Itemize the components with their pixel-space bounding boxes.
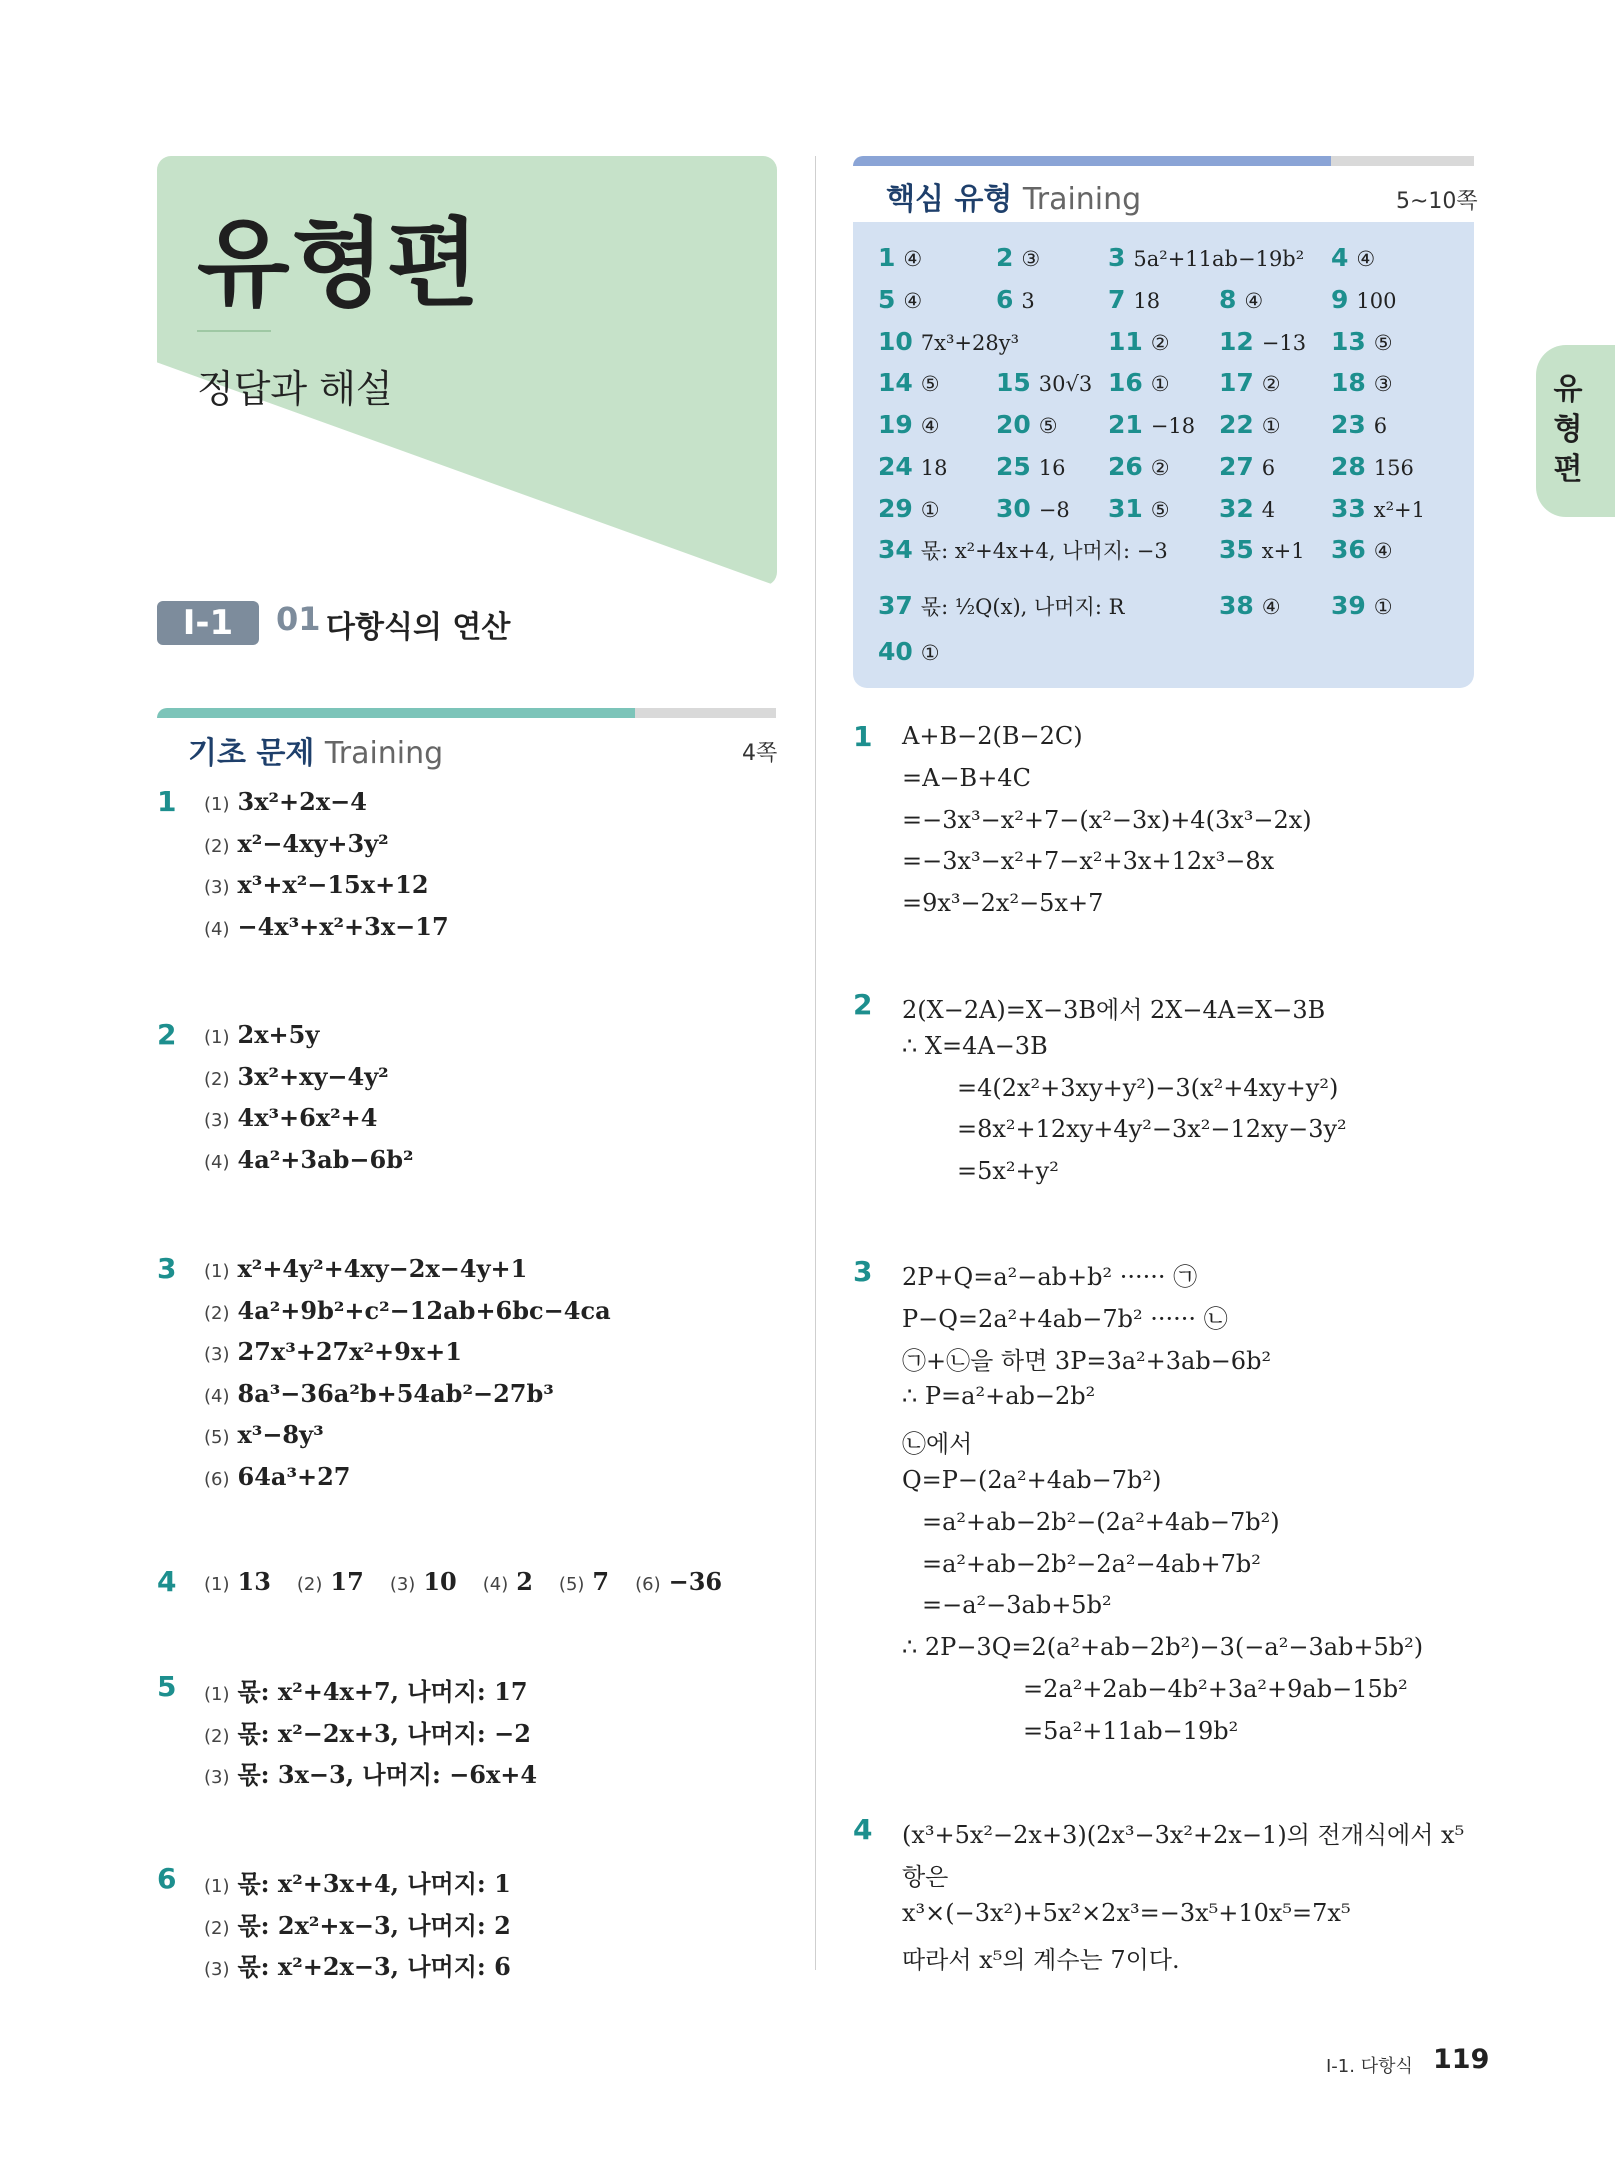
core-training-bar-end <box>1331 156 1474 166</box>
sub-label: (2) <box>204 1302 230 1324</box>
solution-line: =a²+ab−2b²−(2a²+4ab−7b²) <box>922 1507 1280 1536</box>
answer-value: ④ <box>1356 247 1376 271</box>
sub-answer: 2 <box>516 1567 533 1596</box>
sub-answer: 3x²+2x−4 <box>237 787 367 816</box>
answer-number: 14 <box>878 368 913 397</box>
solution-line: ㉠+㉡을 하면 3P=3a²+3ab−6b² <box>902 1346 1272 1375</box>
answer-item <box>996 494 1070 523</box>
answer-number: 25 <box>996 452 1031 481</box>
answer-value: ③ <box>1021 247 1041 271</box>
sub-label: (3) <box>204 1767 230 1788</box>
column-divider <box>815 156 816 1970</box>
sub-label: (1) <box>204 1261 230 1282</box>
solution-line: ∴ 2P−3Q=2(a²+ab−2b²)−3(−a²−3ab+5b²) <box>902 1633 1424 1662</box>
sub-label: (1) <box>204 1574 230 1595</box>
answer-number: 4 <box>1331 243 1349 272</box>
answer-item <box>1219 494 1275 523</box>
answer-number: 37 <box>878 591 913 620</box>
solution-line: =a²+ab−2b²−2a²−4ab+7b² <box>922 1549 1261 1578</box>
answer-item <box>1108 368 1170 397</box>
sub-answer: 3x²+xy−4y² <box>237 1061 389 1091</box>
sub-label: (2) <box>204 1068 230 1090</box>
answer-item <box>1108 452 1170 481</box>
problem-answer-line <box>204 1420 324 1449</box>
page-title: 유형편 <box>197 208 482 320</box>
answer-item <box>996 410 1058 439</box>
problem-answer-line <box>204 1714 531 1749</box>
problem-answer-line <box>204 1020 319 1049</box>
answer-value: −18 <box>1150 414 1196 438</box>
answer-item <box>1219 368 1281 397</box>
sub-answer: 4a²+3ab−6b² <box>237 1144 414 1174</box>
answer-value: 18 <box>920 456 948 480</box>
sub-label: (4) <box>204 918 230 940</box>
problem-answer-line <box>204 1296 611 1325</box>
sub-answer: x²+4y²+4xy−2x−4y+1 <box>237 1254 528 1283</box>
problem-number: 3 <box>157 1252 177 1285</box>
solution-line: 따라서 x⁵의 계수는 7이다. <box>902 1946 1180 1975</box>
problem-number: 1 <box>157 785 177 818</box>
sub-answer: 7 <box>592 1567 610 1596</box>
answer-number: 6 <box>996 285 1014 314</box>
answer-value: ② <box>1261 372 1281 396</box>
sub-label: (1) <box>204 1876 230 1897</box>
solution-line: =A−B+4C <box>902 763 1031 792</box>
sub-answer: 몫: x²+3x+4, 나머지: 1 <box>237 1869 511 1898</box>
solution-line: =5x²+y² <box>957 1157 1059 1186</box>
answer-value: ① <box>920 498 940 522</box>
answer-number: 21 <box>1108 410 1143 439</box>
solution-line: =4(2x²+3xy+y²)−3(x²+4xy+y²) <box>957 1073 1339 1102</box>
answer-value: ④ <box>1244 289 1264 313</box>
page-subtitle: 정답과 해설 <box>197 367 393 411</box>
solution-line: =−3x³−x²+7−(x²−3x)+4(3x³−2x) <box>902 805 1312 834</box>
answer-value: ⑤ <box>1373 331 1393 355</box>
answer-number: 34 <box>878 535 913 564</box>
answer-value: ② <box>1150 331 1170 355</box>
answer-value: ⑤ <box>920 372 940 396</box>
answer-value: ④ <box>903 247 923 271</box>
answer-number: 7 <box>1108 285 1126 314</box>
sub-answer: 10 <box>423 1567 457 1596</box>
answer-number: 9 <box>1331 285 1349 314</box>
problem-number: 2 <box>157 1018 177 1051</box>
basic-training-title <box>188 728 443 772</box>
core-training-page-ref: 5~10쪽 <box>1396 189 1478 214</box>
solution-line: =−3x³−x²+7−x²+3x+12x³−8x <box>902 847 1275 876</box>
answer-item <box>1219 327 1306 356</box>
answer-number: 18 <box>1331 368 1366 397</box>
answer-number: 35 <box>1219 535 1254 564</box>
sub-label: (6) <box>204 1468 230 1490</box>
answer-value: 100 <box>1356 289 1397 313</box>
sub-answer: 13 <box>237 1567 271 1596</box>
answer-number: 2 <box>996 243 1014 272</box>
answer-item <box>1219 452 1275 481</box>
answer-number: 36 <box>1331 535 1366 564</box>
problem-number: 4 <box>157 1565 177 1598</box>
answer-value: 156 <box>1373 456 1414 480</box>
problem-answer-line <box>204 1672 528 1707</box>
solution-number: 3 <box>853 1255 873 1288</box>
solution-line: ∴ P=a²+ab−2b² <box>902 1382 1096 1411</box>
answer-number: 13 <box>1331 327 1366 356</box>
sub-label: (1) <box>204 1027 230 1048</box>
core-training-title <box>886 174 1141 218</box>
solution-line: (x³+5x²−2x+3)(2x³−3x²+2x−1)의 전개식에서 x⁵ <box>902 1821 1465 1849</box>
answer-value: x²+1 <box>1373 498 1426 522</box>
answer-value: 몫: x²+4x+4, 나머지: −3 <box>920 539 1168 563</box>
answer-value: 몫: ½Q(x), 나머지: R <box>920 595 1125 619</box>
problem-answer-line <box>204 1379 554 1408</box>
problem-answer-line <box>204 870 429 899</box>
sub-answer: 4x³+6x²+4 <box>237 1103 378 1132</box>
answer-value: ⑤ <box>1038 414 1058 438</box>
answer-value: 5a²+11ab−19b² <box>1133 247 1305 271</box>
answer-number: 22 <box>1219 410 1254 439</box>
answer-value: 4 <box>1261 498 1276 522</box>
answer-number: 28 <box>1331 452 1366 481</box>
answer-item <box>996 368 1092 397</box>
answer-number: 31 <box>1108 494 1143 523</box>
answer-number: 20 <box>996 410 1031 439</box>
answer-item <box>1331 243 1375 272</box>
answer-value: 7x³+28y³ <box>920 331 1020 355</box>
answer-number: 29 <box>878 494 913 523</box>
answer-item <box>878 452 948 481</box>
answer-number: 17 <box>1219 368 1254 397</box>
solution-line: 2(X−2A)=X−3B에서 2X−4A=X−3B <box>902 996 1326 1024</box>
answer-item <box>878 637 940 666</box>
answer-item <box>878 410 940 439</box>
sub-answer: 64a³+27 <box>237 1461 351 1491</box>
sub-label: (5) <box>204 1427 230 1448</box>
answer-value: ① <box>920 641 940 665</box>
answer-value: ④ <box>1261 595 1281 619</box>
sub-answer: 몫: x²+2x−3, 나머지: 6 <box>237 1952 511 1981</box>
solution-number: 2 <box>853 988 873 1021</box>
sub-label: (3) <box>204 1959 230 1980</box>
sub-answer: 4a²+9b²+c²−12ab+6bc−4ca <box>237 1295 611 1325</box>
section-badge: Ⅰ-1 <box>157 601 259 645</box>
sub-label: (2) <box>296 1574 323 1595</box>
solution-line: =−a²−3ab+5b² <box>922 1591 1112 1620</box>
answer-item <box>1331 327 1393 356</box>
problem-answer-line <box>204 1906 511 1941</box>
sub-label: (2) <box>204 835 230 857</box>
sub-label: (2) <box>204 1725 230 1747</box>
solution-line: =2a²+2ab−4b²+3a²+9ab−15b² <box>1023 1675 1408 1703</box>
answer-number: 12 <box>1219 327 1254 356</box>
sub-answer: 17 <box>330 1567 364 1596</box>
basic-training-title-en: Training <box>324 736 444 771</box>
answer-number: 26 <box>1108 452 1143 481</box>
answer-value: 6 <box>1261 456 1276 480</box>
answer-item <box>1219 591 1281 620</box>
sub-label: (6) <box>635 1574 661 1595</box>
solution-line: 2P+Q=a²−ab+b² ······ ㉠ <box>902 1263 1198 1291</box>
answer-value: 16 <box>1038 456 1066 480</box>
answer-value: ③ <box>1373 372 1393 396</box>
basic-training-page-ref: 4쪽 <box>742 741 778 766</box>
problem-answer-row <box>204 1567 748 1596</box>
solution-line: ∴ X=4A−3B <box>902 1031 1048 1060</box>
answer-item <box>878 327 1019 356</box>
answer-number: 5 <box>878 285 896 314</box>
sub-answer: x³−8y³ <box>237 1420 324 1449</box>
problem-answer-line <box>204 1254 527 1283</box>
sub-label: (3) <box>389 1574 416 1595</box>
side-tab-label: 유 형 편 <box>1553 372 1583 487</box>
problem-answer-line <box>204 1103 377 1132</box>
sub-answer: x²−4xy+3y² <box>237 828 389 858</box>
solution-line: ㉡에서 <box>902 1430 973 1459</box>
problem-answer-line <box>204 829 389 858</box>
answer-item <box>1108 243 1304 272</box>
answer-number: 24 <box>878 452 913 481</box>
answer-item <box>996 452 1066 481</box>
answer-number: 15 <box>996 368 1031 397</box>
problem-answer-line <box>204 1462 350 1491</box>
answer-value: ④ <box>1373 539 1393 563</box>
answer-value: ④ <box>903 289 923 313</box>
answer-item <box>996 285 1035 314</box>
answer-item <box>1331 494 1425 523</box>
problem-number: 5 <box>157 1670 177 1703</box>
solution-number: 4 <box>853 1813 873 1846</box>
basic-training-title-kr: 기초 문제 <box>188 736 315 771</box>
sub-answer: 8a³−36a²b+54ab²−27b³ <box>237 1378 554 1408</box>
answer-number: 10 <box>878 327 913 356</box>
problem-answer-line <box>204 1864 511 1899</box>
sub-answer: 몫: 2x²+x−3, 나머지: 2 <box>237 1910 511 1940</box>
answer-number: 40 <box>878 637 913 666</box>
answer-number: 19 <box>878 410 913 439</box>
answer-number: 38 <box>1219 591 1254 620</box>
sub-answer: 몫: x²+4x+7, 나머지: 17 <box>237 1677 528 1706</box>
sub-label: (5) <box>558 1574 585 1595</box>
core-training-title-en: Training <box>1022 182 1142 217</box>
answer-item <box>1219 285 1263 314</box>
answer-number: 3 <box>1108 243 1126 272</box>
answer-value: ② <box>1150 456 1170 480</box>
core-training-bar <box>853 156 1331 166</box>
answer-number: 23 <box>1331 410 1366 439</box>
problem-answer-line <box>204 912 449 941</box>
answer-number: 11 <box>1108 327 1143 356</box>
answer-item <box>878 494 940 523</box>
core-training-title-kr: 핵심 유형 <box>886 182 1013 217</box>
answer-value: 18 <box>1133 289 1161 313</box>
problem-answer-line <box>204 1145 414 1174</box>
basic-training-bar <box>157 708 635 718</box>
answer-value: ① <box>1261 414 1281 438</box>
solution-line: Q=P−(2a²+4ab−7b²) <box>902 1466 1162 1494</box>
answer-number: 32 <box>1219 494 1254 523</box>
solution-line: x³×(−3x²)+5x²×2x³=−3x⁵+10x⁵=7x⁵ <box>902 1898 1351 1927</box>
solution-line: P−Q=2a²+4ab−7b² ······ ㉡ <box>902 1304 1228 1333</box>
problem-answer-line <box>204 1755 537 1790</box>
problem-number: 6 <box>157 1862 177 1895</box>
basic-training-bar-end <box>635 708 776 718</box>
answer-item <box>1108 327 1170 356</box>
problem-answer-line <box>204 787 367 816</box>
sub-label: (3) <box>204 1344 230 1365</box>
answer-item <box>878 591 1124 621</box>
answer-item <box>878 285 922 314</box>
answer-value: ① <box>1150 372 1170 396</box>
answer-item <box>1108 285 1160 314</box>
solution-line: =9x³−2x²−5x+7 <box>902 889 1104 918</box>
answer-value: 3 <box>1021 289 1035 313</box>
answer-value: ① <box>1373 595 1393 619</box>
sub-label: (3) <box>204 1110 230 1131</box>
answer-number: 8 <box>1219 285 1237 314</box>
answer-item <box>878 368 940 397</box>
sub-answer: 2x+5y <box>237 1020 320 1049</box>
answer-item <box>878 243 922 272</box>
answer-value: −13 <box>1261 331 1307 355</box>
answer-number: 1 <box>878 243 896 272</box>
answer-number: 33 <box>1331 494 1366 523</box>
answer-item <box>1331 452 1414 481</box>
answer-item <box>996 243 1040 272</box>
answer-item <box>1331 410 1387 439</box>
page-number: 119 <box>1433 2044 1490 2075</box>
answer-item <box>1219 535 1305 564</box>
sub-answer: 27x³+27x²+9x+1 <box>237 1337 462 1366</box>
solution-line: 항은 <box>902 1862 949 1891</box>
answer-number: 27 <box>1219 452 1254 481</box>
section-title: 다항식의 연산 <box>326 610 511 645</box>
solution-number: 1 <box>853 720 873 753</box>
answer-value: −8 <box>1038 498 1070 522</box>
sub-answer: 몫: x²−2x+3, 나머지: −2 <box>237 1718 531 1748</box>
answer-number: 30 <box>996 494 1031 523</box>
answer-item <box>1108 494 1170 523</box>
answer-number: 39 <box>1331 591 1366 620</box>
sub-answer: −4x³+x²+3x−17 <box>237 911 449 941</box>
answer-value: x+1 <box>1261 539 1305 563</box>
answer-value: ⑤ <box>1150 498 1170 522</box>
footer-chapter: Ⅰ-1. 다항식 <box>1326 2056 1413 2077</box>
section-number: 01 <box>276 600 321 638</box>
sub-label: (3) <box>204 877 230 898</box>
sub-answer: x³+x²−15x+12 <box>237 870 429 899</box>
sub-label: (2) <box>204 1917 230 1939</box>
answer-item <box>1331 368 1393 397</box>
answer-item <box>1108 410 1195 439</box>
problem-answer-line <box>204 1062 389 1091</box>
answer-value: ④ <box>920 414 940 438</box>
answer-item <box>1331 591 1393 620</box>
answer-value: 6 <box>1373 414 1388 438</box>
answer-item <box>1219 410 1281 439</box>
solution-line: A+B−2(B−2C) <box>902 722 1083 750</box>
sub-label: (4) <box>204 1151 230 1173</box>
answer-item <box>878 535 1168 565</box>
answer-item <box>1331 535 1393 564</box>
sub-label: (4) <box>482 1574 509 1595</box>
answer-item <box>1331 285 1397 314</box>
solution-line: =5a²+11ab−19b² <box>1023 1716 1239 1745</box>
problem-answer-line <box>204 1947 511 1982</box>
sub-label: (1) <box>204 1684 230 1705</box>
sub-label: (4) <box>204 1385 230 1407</box>
sub-label: (1) <box>204 794 230 815</box>
problem-answer-line <box>204 1337 462 1366</box>
answer-value: 30√3 <box>1038 372 1093 396</box>
sub-answer: 몫: 3x−3, 나머지: −6x+4 <box>237 1760 538 1789</box>
sub-answer: −36 <box>668 1567 723 1596</box>
answer-number: 16 <box>1108 368 1143 397</box>
title-divider <box>197 330 271 332</box>
solution-line: =8x²+12xy+4y²−3x²−12xy−3y² <box>957 1115 1347 1144</box>
